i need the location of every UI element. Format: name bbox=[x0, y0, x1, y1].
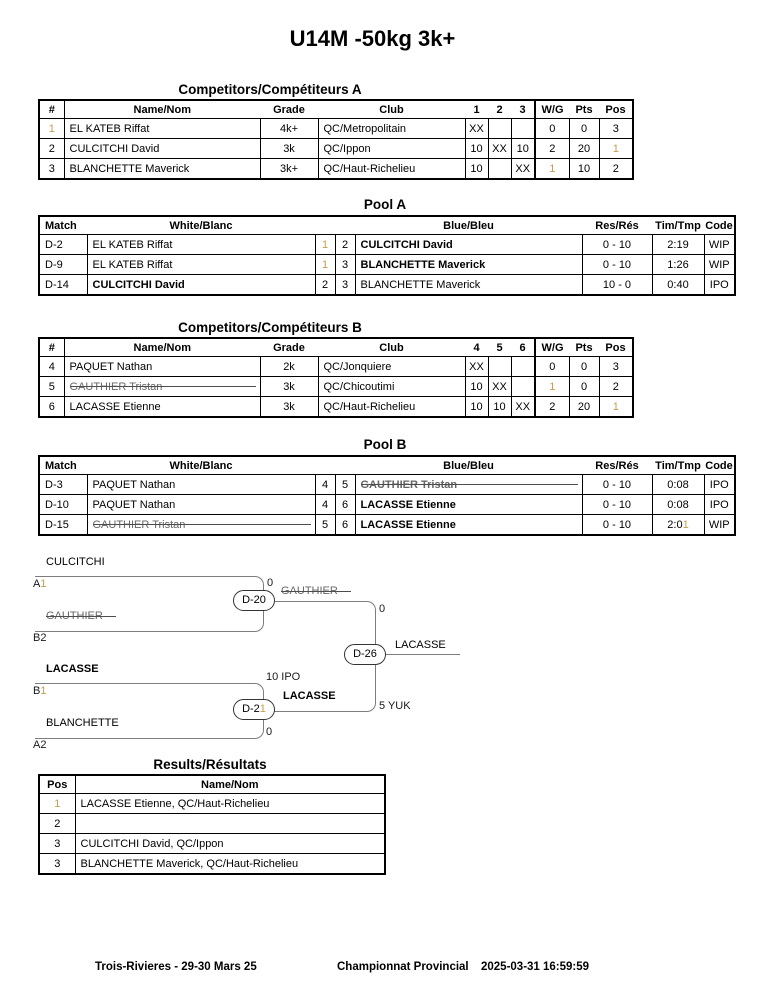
table-row bbox=[40, 854, 384, 874]
footer-generated-timestamp: 2025-03-31 16:59:59 bbox=[481, 961, 590, 973]
cell-time: 0:40 bbox=[652, 275, 704, 295]
cell-points: 0 bbox=[569, 377, 599, 397]
cell-position: 2 bbox=[599, 377, 632, 397]
bracket-player-lacasse: LACASSE bbox=[46, 663, 99, 675]
cell-name: BLANCHETTE Maverick, QC/Haut-Richelieu bbox=[75, 854, 384, 874]
col-header-number: # bbox=[40, 339, 64, 357]
bracket-score-b1: 10 IPO bbox=[266, 671, 301, 683]
table-row bbox=[40, 814, 384, 834]
cell-points: 20 bbox=[569, 397, 599, 417]
table-row bbox=[40, 794, 384, 814]
cell-points: 0 bbox=[569, 119, 599, 139]
bracket-winner-d26: LACASSE bbox=[395, 639, 446, 651]
cell-number: 6 bbox=[40, 397, 64, 417]
cell-code: WIP bbox=[704, 255, 734, 275]
cell-blue-num: 6 bbox=[335, 515, 355, 535]
col-header-position: Pos bbox=[40, 776, 75, 794]
col-header-club: Club bbox=[318, 339, 465, 357]
cell-club: QC/Jonquiere bbox=[318, 357, 465, 377]
cell-result: 0 - 10 bbox=[582, 235, 652, 255]
cell-match3: XX bbox=[511, 159, 535, 179]
cell-result: 0 - 10 bbox=[582, 475, 652, 495]
pool-b-title: Pool B bbox=[363, 437, 407, 452]
cell-position: 1 bbox=[599, 139, 632, 159]
competitors-b-title: Competitors/Compétiteurs B bbox=[178, 320, 362, 335]
cell-blue: BLANCHETTE Maverick bbox=[355, 275, 582, 295]
cell-match3: 10 bbox=[511, 139, 535, 159]
cell-grade: 3k bbox=[260, 397, 318, 417]
col-header-name: Name/Nom bbox=[64, 101, 260, 119]
cell-blue: LACASSE Etienne bbox=[355, 495, 582, 515]
results-title: Results/Résultats bbox=[153, 757, 267, 772]
col-header-wins: W/G bbox=[535, 101, 569, 119]
bracket-player-culcitchi: CULCITCHI bbox=[46, 556, 105, 568]
cell-position: 2 bbox=[40, 814, 75, 834]
col-header-grade: Grade bbox=[260, 339, 318, 357]
col-header-blue: Blue/Bleu bbox=[355, 457, 582, 475]
cell-match5: 10 bbox=[488, 397, 511, 417]
cell-wins: 0 bbox=[535, 357, 569, 377]
cell-grade: 3k+ bbox=[260, 159, 318, 179]
col-header-match5: 5 bbox=[488, 339, 511, 357]
cell-result: 0 - 10 bbox=[582, 255, 652, 275]
cell-grade: 2k bbox=[260, 357, 318, 377]
cell-match4: 10 bbox=[465, 397, 488, 417]
col-header-result: Res/Rés bbox=[582, 457, 652, 475]
cell-blue: CULCITCHI David bbox=[355, 235, 582, 255]
cell-match: D-10 bbox=[40, 495, 87, 515]
bracket-score-d21: 5 YUK bbox=[379, 700, 411, 712]
col-header-code: Code bbox=[704, 457, 734, 475]
bracket-seed-b1: B1 bbox=[33, 685, 47, 697]
cell-wins: 2 bbox=[535, 397, 569, 417]
cell-grade: 4k+ bbox=[260, 119, 318, 139]
col-header-position: Pos bbox=[599, 339, 632, 357]
col-header-wins: W/G bbox=[535, 339, 569, 357]
bracket-score-a1: 0 bbox=[267, 577, 274, 589]
cell-time: 0:08 bbox=[652, 475, 704, 495]
bracket-player-blanchette: BLANCHETTE bbox=[46, 717, 119, 729]
cell-grade: 3k bbox=[260, 139, 318, 159]
cell-time: 1:26 bbox=[652, 255, 704, 275]
cell-name: PAQUET Nathan bbox=[64, 357, 260, 377]
col-header-match: Match bbox=[40, 217, 87, 235]
struck-name: GAUTHIER Tristan bbox=[70, 381, 257, 393]
col-header-time: Tim/Tmp bbox=[652, 457, 704, 475]
cell-white-num: 1 bbox=[315, 235, 335, 255]
cell-club: QC/Ippon bbox=[318, 139, 465, 159]
cell-position: 3 bbox=[40, 834, 75, 854]
cell-match: D-15 bbox=[40, 515, 87, 535]
match-node-d21: D-21 bbox=[233, 699, 275, 720]
cell-blue-num: 6 bbox=[335, 495, 355, 515]
cell-white: CULCITCHI David bbox=[87, 275, 315, 295]
cell-code: IPO bbox=[704, 275, 734, 295]
col-header-match4: 4 bbox=[465, 339, 488, 357]
cell-position: 2 bbox=[599, 159, 632, 179]
cell-blue: BLANCHETTE Maverick bbox=[355, 255, 582, 275]
cell-match4: 10 bbox=[465, 377, 488, 397]
cell-position: 1 bbox=[599, 397, 632, 417]
bracket-score-d20: 0 bbox=[379, 603, 386, 615]
bracket-pair-lines bbox=[35, 683, 264, 739]
table-row bbox=[40, 834, 384, 854]
cell-code: IPO bbox=[704, 475, 734, 495]
col-header-name: Name/Nom bbox=[64, 339, 260, 357]
cell-match6: XX bbox=[511, 397, 535, 417]
bracket-player-gauthier: GAUTHIER bbox=[46, 611, 116, 622]
cell-match: D-9 bbox=[40, 255, 87, 275]
table-header-row bbox=[40, 776, 384, 794]
col-header-white: White/Blanc bbox=[87, 457, 315, 475]
footer-event-name: Championnat Provincial bbox=[337, 961, 469, 973]
cell-name: EL KATEB Riffat bbox=[64, 119, 260, 139]
cell-name: LACASSE Etienne, QC/Haut-Richelieu bbox=[75, 794, 384, 814]
cell-time: 2:19 bbox=[652, 235, 704, 255]
cell-name: CULCITCHI David bbox=[64, 139, 260, 159]
col-header-result: Res/Rés bbox=[582, 217, 652, 235]
cell-points: 20 bbox=[569, 139, 599, 159]
bracket-seed-a2: A2 bbox=[33, 739, 47, 751]
match-node-d26: D-26 bbox=[344, 644, 386, 665]
cell-result: 0 - 10 bbox=[582, 515, 652, 535]
struck-name: GAUTHIER Tristan bbox=[93, 519, 312, 531]
match-node-d20: D-20 bbox=[233, 590, 275, 611]
col-header-points: Pts bbox=[569, 339, 599, 357]
cell-club: QC/Chicoutimi bbox=[318, 377, 465, 397]
cell-match5: XX bbox=[488, 377, 511, 397]
cell-wins: 1 bbox=[535, 377, 569, 397]
bracket-pair-lines bbox=[35, 576, 264, 632]
cell-blue-num: 2 bbox=[335, 235, 355, 255]
cell-white: PAQUET Nathan bbox=[87, 495, 315, 515]
bracket-seed-a1: A1 bbox=[33, 578, 47, 590]
cell-code: WIP bbox=[704, 515, 734, 535]
cell-number: 5 bbox=[40, 377, 64, 397]
pool-a-title: Pool A bbox=[363, 197, 407, 212]
competitors-a-title: Competitors/Compétiteurs A bbox=[178, 82, 362, 97]
col-header-number: # bbox=[40, 101, 64, 119]
cell-club: QC/Haut-Richelieu bbox=[318, 159, 465, 179]
bracket-score-a2: 0 bbox=[266, 726, 273, 738]
cell-blue-num: 3 bbox=[335, 255, 355, 275]
cell-result: 10 - 0 bbox=[582, 275, 652, 295]
cell-match: D-14 bbox=[40, 275, 87, 295]
col-header-white: White/Blanc bbox=[87, 217, 315, 235]
col-header-code: Code bbox=[704, 217, 734, 235]
bracket-winner-d21: LACASSE bbox=[283, 690, 336, 702]
cell-white: EL KATEB Riffat bbox=[87, 255, 315, 275]
cell-points: 10 bbox=[569, 159, 599, 179]
col-header-blue: Blue/Bleu bbox=[355, 217, 582, 235]
cell-blue-num: 5 bbox=[335, 475, 355, 495]
cell-white-num: 1 bbox=[315, 255, 335, 275]
col-header-match: Match bbox=[40, 457, 87, 475]
cell-wins: 0 bbox=[535, 119, 569, 139]
col-header-name: Name/Nom bbox=[75, 776, 384, 794]
bracket-seed-b2: B2 bbox=[33, 632, 47, 644]
cell-blue-num: 3 bbox=[335, 275, 355, 295]
col-header-match1: 1 bbox=[465, 101, 488, 119]
cell-club: QC/Metropolitain bbox=[318, 119, 465, 139]
col-header-match6: 6 bbox=[511, 339, 535, 357]
col-header-club: Club bbox=[318, 101, 465, 119]
cell-position: 3 bbox=[599, 357, 632, 377]
cell-number: 3 bbox=[40, 159, 64, 179]
cell-match2: XX bbox=[488, 139, 511, 159]
col-header-time: Tim/Tmp bbox=[652, 217, 704, 235]
cell-name: BLANCHETTE Maverick bbox=[64, 159, 260, 179]
col-header-position: Pos bbox=[599, 101, 632, 119]
struck-name: GAUTHIER Tristan bbox=[361, 479, 579, 491]
col-header-match3: 3 bbox=[511, 101, 535, 119]
cell-white: PAQUET Nathan bbox=[87, 475, 315, 495]
cell-club: QC/Haut-Richelieu bbox=[318, 397, 465, 417]
cell-grade: 3k bbox=[260, 377, 318, 397]
cell-name: LACASSE Etienne bbox=[64, 397, 260, 417]
cell-name bbox=[75, 814, 384, 834]
cell-code: WIP bbox=[704, 235, 734, 255]
cell-white-num: 4 bbox=[315, 495, 335, 515]
cell-time: 2:01 bbox=[652, 515, 704, 535]
cell-match1: XX bbox=[465, 119, 488, 139]
results-table bbox=[38, 774, 386, 875]
page-title: U14M -50kg 3k+ bbox=[289, 26, 456, 51]
cell-wins: 1 bbox=[535, 159, 569, 179]
cell-white: EL KATEB Riffat bbox=[87, 235, 315, 255]
footer-event-site: Trois-Rivieres - 29-30 Mars 25 bbox=[95, 961, 257, 973]
cell-match1: 10 bbox=[465, 159, 488, 179]
cell-match: D-3 bbox=[40, 475, 87, 495]
cell-wins: 2 bbox=[535, 139, 569, 159]
cell-match: D-2 bbox=[40, 235, 87, 255]
cell-white-num: 5 bbox=[315, 515, 335, 535]
cell-match4: XX bbox=[465, 357, 488, 377]
cell-position: 3 bbox=[599, 119, 632, 139]
bracket-winner-d20: GAUTHIER bbox=[281, 586, 351, 597]
cell-match1: 10 bbox=[465, 139, 488, 159]
cell-number: 4 bbox=[40, 357, 64, 377]
cell-name: CULCITCHI David, QC/Ippon bbox=[75, 834, 384, 854]
cell-number: 2 bbox=[40, 139, 64, 159]
cell-result: 0 - 10 bbox=[582, 495, 652, 515]
cell-position: 1 bbox=[40, 794, 75, 814]
cell-points: 0 bbox=[569, 357, 599, 377]
col-header-grade: Grade bbox=[260, 101, 318, 119]
cell-position: 3 bbox=[40, 854, 75, 874]
cell-white-num: 2 bbox=[315, 275, 335, 295]
col-header-match2: 2 bbox=[488, 101, 511, 119]
cell-time: 0:08 bbox=[652, 495, 704, 515]
cell-code: IPO bbox=[704, 495, 734, 515]
cell-blue: LACASSE Etienne bbox=[355, 515, 582, 535]
cell-number: 1 bbox=[40, 119, 64, 139]
bracket-final-line bbox=[384, 654, 460, 655]
cell-white-num: 4 bbox=[315, 475, 335, 495]
col-header-points: Pts bbox=[569, 101, 599, 119]
